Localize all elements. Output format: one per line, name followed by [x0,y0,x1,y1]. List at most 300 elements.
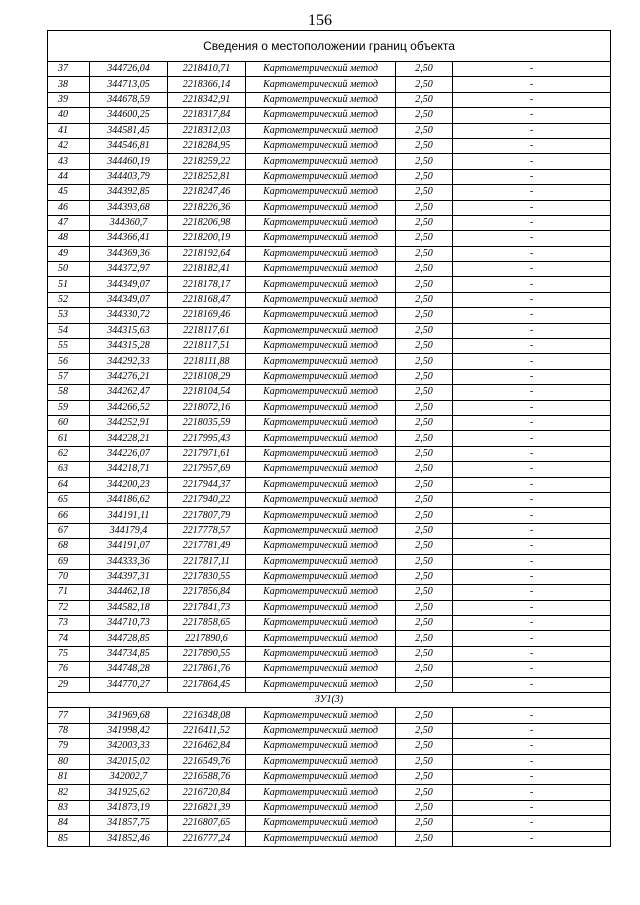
precision-cell: 2,50 [396,354,453,369]
description-cell: - [453,169,611,184]
y-coordinate: 2218117,51 [168,339,246,354]
table-row [48,308,611,323]
description-cell: - [453,739,611,754]
method-cell: Картометрический метод [246,169,396,184]
precision-cell: 2,50 [396,431,453,446]
x-coordinate: 341925,62 [90,785,168,800]
point-number: 49 [48,246,90,261]
description-cell: - [453,385,611,400]
y-coordinate: 2217890,6 [168,631,246,646]
description-cell: - [453,154,611,169]
point-number: 47 [48,215,90,230]
y-coordinate: 2218247,46 [168,185,246,200]
description-cell: - [453,354,611,369]
description-cell: - [453,554,611,569]
x-coordinate: 344710,73 [90,616,168,631]
point-number: 76 [48,662,90,677]
point-number: 67 [48,523,90,538]
method-cell: Картометрический метод [246,446,396,461]
y-coordinate: 2216821,39 [168,800,246,815]
x-coordinate: 344728,85 [90,631,168,646]
description-cell: - [453,585,611,600]
y-coordinate: 2218284,95 [168,138,246,153]
precision-cell: 2,50 [396,400,453,415]
table-row [48,169,611,184]
precision-cell: 2,50 [396,262,453,277]
section-label: ЗУ1(3) [48,693,611,708]
precision-cell: 2,50 [396,600,453,615]
section-row [48,693,611,708]
point-number: 39 [48,92,90,107]
x-coordinate: 344179,4 [90,523,168,538]
point-number: 64 [48,477,90,492]
description-cell: - [453,77,611,92]
x-coordinate: 342003,33 [90,739,168,754]
table-row [48,554,611,569]
method-cell: Картометрический метод [246,431,396,446]
description-cell: - [453,816,611,831]
description-cell: - [453,277,611,292]
table-row [48,600,611,615]
x-coordinate: 341852,46 [90,831,168,846]
y-coordinate: 2216549,76 [168,754,246,769]
y-coordinate: 2218317,84 [168,108,246,123]
point-number: 69 [48,554,90,569]
description-cell: - [453,123,611,138]
precision-cell: 2,50 [396,631,453,646]
table-title-row [48,31,611,62]
y-coordinate: 2217890,55 [168,646,246,661]
boundary-coordinates-table [47,30,611,847]
table-row [48,339,611,354]
method-cell: Картометрический метод [246,231,396,246]
method-cell: Картометрический метод [246,108,396,123]
point-number: 75 [48,646,90,661]
y-coordinate: 2217864,45 [168,677,246,692]
x-coordinate: 342015,02 [90,754,168,769]
method-cell: Картометрический метод [246,62,396,77]
description-cell: - [453,723,611,738]
x-coordinate: 344366,41 [90,231,168,246]
precision-cell: 2,50 [396,292,453,307]
description-cell: - [453,339,611,354]
y-coordinate: 2217861,76 [168,662,246,677]
method-cell: Картометрический метод [246,92,396,107]
description-cell: - [453,539,611,554]
x-coordinate: 344460,19 [90,154,168,169]
method-cell: Картометрический метод [246,677,396,692]
point-number: 81 [48,769,90,784]
method-cell: Картометрический метод [246,539,396,554]
table-row [48,800,611,815]
point-number: 38 [48,77,90,92]
y-coordinate: 2216588,76 [168,769,246,784]
table-row [48,92,611,107]
table-row [48,323,611,338]
point-number: 46 [48,200,90,215]
description-cell: - [453,600,611,615]
x-coordinate: 344372,97 [90,262,168,277]
y-coordinate: 2218182,41 [168,262,246,277]
point-number: 52 [48,292,90,307]
table-row [48,723,611,738]
precision-cell: 2,50 [396,369,453,384]
description-cell: - [453,492,611,507]
precision-cell: 2,50 [396,616,453,631]
y-coordinate: 2218168,47 [168,292,246,307]
method-cell: Картометрический метод [246,477,396,492]
x-coordinate: 344292,33 [90,354,168,369]
description-cell: - [453,769,611,784]
point-number: 63 [48,462,90,477]
precision-cell: 2,50 [396,769,453,784]
precision-cell: 2,50 [396,231,453,246]
table-row [48,108,611,123]
precision-cell: 2,50 [396,662,453,677]
description-cell: - [453,415,611,430]
x-coordinate: 344191,07 [90,539,168,554]
method-cell: Картометрический метод [246,739,396,754]
description-cell: - [453,215,611,230]
point-number: 44 [48,169,90,184]
table-row [48,831,611,846]
x-coordinate: 344186,62 [90,492,168,507]
table-row [48,677,611,692]
x-coordinate: 344678,59 [90,92,168,107]
method-cell: Картометрический метод [246,215,396,230]
x-coordinate: 344734,85 [90,646,168,661]
precision-cell: 2,50 [396,323,453,338]
precision-cell: 2,50 [396,492,453,507]
y-coordinate: 2216462,84 [168,739,246,754]
precision-cell: 2,50 [396,62,453,77]
method-cell: Картометрический метод [246,585,396,600]
precision-cell: 2,50 [396,646,453,661]
method-cell: Картометрический метод [246,400,396,415]
table-row [48,262,611,277]
table-row [48,354,611,369]
description-cell: - [453,185,611,200]
y-coordinate: 2216777,24 [168,831,246,846]
method-cell: Картометрический метод [246,800,396,815]
table-row [48,154,611,169]
point-number: 73 [48,616,90,631]
method-cell: Картометрический метод [246,415,396,430]
x-coordinate: 344462,18 [90,585,168,600]
table-row [48,816,611,831]
x-coordinate: 344252,91 [90,415,168,430]
method-cell: Картометрический метод [246,308,396,323]
description-cell: - [453,446,611,461]
x-coordinate: 344392,85 [90,185,168,200]
table-row [48,569,611,584]
method-cell: Картометрический метод [246,292,396,307]
table-row [48,292,611,307]
table-row [48,138,611,153]
precision-cell: 2,50 [396,123,453,138]
method-cell: Картометрический метод [246,708,396,723]
table-row [48,492,611,507]
precision-cell: 2,50 [396,739,453,754]
table-row [48,523,611,538]
y-coordinate: 2218410,71 [168,62,246,77]
x-coordinate: 341873,19 [90,800,168,815]
point-number: 71 [48,585,90,600]
method-cell: Картометрический метод [246,339,396,354]
point-number: 77 [48,708,90,723]
precision-cell: 2,50 [396,108,453,123]
x-coordinate: 344403,79 [90,169,168,184]
point-number: 80 [48,754,90,769]
table-row [48,708,611,723]
y-coordinate: 2216348,08 [168,708,246,723]
x-coordinate: 344315,63 [90,323,168,338]
x-coordinate: 344349,07 [90,292,168,307]
method-cell: Картометрический метод [246,831,396,846]
point-number: 85 [48,831,90,846]
precision-cell: 2,50 [396,754,453,769]
method-cell: Картометрический метод [246,154,396,169]
precision-cell: 2,50 [396,585,453,600]
y-coordinate: 2217995,43 [168,431,246,446]
table-row [48,662,611,677]
y-coordinate: 2218342,91 [168,92,246,107]
table-row [48,462,611,477]
y-coordinate: 2218117,61 [168,323,246,338]
method-cell: Картометрический метод [246,277,396,292]
point-number: 57 [48,369,90,384]
precision-cell: 2,50 [396,462,453,477]
x-coordinate: 344262,47 [90,385,168,400]
point-number: 53 [48,308,90,323]
table-row [48,785,611,800]
precision-cell: 2,50 [396,816,453,831]
description-cell: - [453,631,611,646]
method-cell: Картометрический метод [246,785,396,800]
y-coordinate: 2217841,73 [168,600,246,615]
x-coordinate: 344315,28 [90,339,168,354]
y-coordinate: 2218206,98 [168,215,246,230]
description-cell: - [453,92,611,107]
table-row [48,246,611,261]
x-coordinate: 344546,81 [90,138,168,153]
point-number: 83 [48,800,90,815]
method-cell: Картометрический метод [246,723,396,738]
x-coordinate: 344228,21 [90,431,168,446]
precision-cell: 2,50 [396,339,453,354]
table-row [48,769,611,784]
method-cell: Картометрический метод [246,369,396,384]
point-number: 60 [48,415,90,430]
x-coordinate: 344713,05 [90,77,168,92]
table-row [48,631,611,646]
point-number: 74 [48,631,90,646]
table-row [48,185,611,200]
x-coordinate: 341969,68 [90,708,168,723]
x-coordinate: 341857,75 [90,816,168,831]
description-cell: - [453,831,611,846]
method-cell: Картометрический метод [246,769,396,784]
precision-cell: 2,50 [396,831,453,846]
precision-cell: 2,50 [396,477,453,492]
description-cell: - [453,108,611,123]
y-coordinate: 2218312,03 [168,123,246,138]
x-coordinate: 344600,25 [90,108,168,123]
precision-cell: 2,50 [396,569,453,584]
y-coordinate: 2218192,64 [168,246,246,261]
point-number: 56 [48,354,90,369]
y-coordinate: 2217778,57 [168,523,246,538]
description-cell: - [453,308,611,323]
y-coordinate: 2217858,65 [168,616,246,631]
description-cell: - [453,462,611,477]
table-row [48,77,611,92]
method-cell: Картометрический метод [246,385,396,400]
precision-cell: 2,50 [396,708,453,723]
table-row [48,277,611,292]
description-cell: - [453,400,611,415]
precision-cell: 2,50 [396,539,453,554]
point-number: 78 [48,723,90,738]
precision-cell: 2,50 [396,677,453,692]
precision-cell: 2,50 [396,138,453,153]
y-coordinate: 2217817,11 [168,554,246,569]
table-row [48,508,611,523]
point-number: 54 [48,323,90,338]
x-coordinate: 344226,07 [90,446,168,461]
description-cell: - [453,646,611,661]
precision-cell: 2,50 [396,92,453,107]
method-cell: Картометрический метод [246,523,396,538]
y-coordinate: 2218366,14 [168,77,246,92]
method-cell: Картометрический метод [246,323,396,338]
point-number: 40 [48,108,90,123]
description-cell: - [453,662,611,677]
y-coordinate: 2218178,17 [168,277,246,292]
table-row [48,385,611,400]
y-coordinate: 2216720,84 [168,785,246,800]
point-number: 65 [48,492,90,507]
point-number: 58 [48,385,90,400]
description-cell: - [453,246,611,261]
precision-cell: 2,50 [396,800,453,815]
x-coordinate: 344582,18 [90,600,168,615]
precision-cell: 2,50 [396,785,453,800]
y-coordinate: 2217971,61 [168,446,246,461]
y-coordinate: 2218259,22 [168,154,246,169]
precision-cell: 2,50 [396,185,453,200]
description-cell: - [453,200,611,215]
method-cell: Картометрический метод [246,569,396,584]
point-number: 66 [48,508,90,523]
description-cell: - [453,62,611,77]
method-cell: Картометрический метод [246,185,396,200]
point-number: 41 [48,123,90,138]
point-number: 50 [48,262,90,277]
precision-cell: 2,50 [396,554,453,569]
precision-cell: 2,50 [396,723,453,738]
point-number: 70 [48,569,90,584]
description-cell: - [453,616,611,631]
description-cell: - [453,523,611,538]
table-title: Сведения о местоположении границ объекта [48,31,611,62]
x-coordinate: 344393,68 [90,200,168,215]
y-coordinate: 2218252,81 [168,169,246,184]
method-cell: Картометрический метод [246,662,396,677]
method-cell: Картометрический метод [246,816,396,831]
point-number: 48 [48,231,90,246]
y-coordinate: 2218111,88 [168,354,246,369]
method-cell: Картометрический метод [246,123,396,138]
point-number: 79 [48,739,90,754]
y-coordinate: 2217856,84 [168,585,246,600]
x-coordinate: 344266,52 [90,400,168,415]
table-row [48,231,611,246]
point-number: 43 [48,154,90,169]
description-cell: - [453,477,611,492]
y-coordinate: 2217830,55 [168,569,246,584]
precision-cell: 2,50 [396,154,453,169]
x-coordinate: 344581,45 [90,123,168,138]
point-number: 84 [48,816,90,831]
y-coordinate: 2217807,79 [168,508,246,523]
y-coordinate: 2218104,54 [168,385,246,400]
table-row [48,200,611,215]
method-cell: Картометрический метод [246,246,396,261]
description-cell: - [453,754,611,769]
method-cell: Картометрический метод [246,646,396,661]
method-cell: Картометрический метод [246,554,396,569]
method-cell: Картометрический метод [246,354,396,369]
table-row [48,477,611,492]
precision-cell: 2,50 [396,308,453,323]
x-coordinate: 344333,36 [90,554,168,569]
method-cell: Картометрический метод [246,600,396,615]
y-coordinate: 2217957,69 [168,462,246,477]
y-coordinate: 2217944,37 [168,477,246,492]
x-coordinate: 344360,7 [90,215,168,230]
x-coordinate: 344397,31 [90,569,168,584]
table-row [48,400,611,415]
x-coordinate: 344218,71 [90,462,168,477]
y-coordinate: 2217781,49 [168,539,246,554]
method-cell: Картометрический метод [246,77,396,92]
precision-cell: 2,50 [396,446,453,461]
precision-cell: 2,50 [396,169,453,184]
precision-cell: 2,50 [396,415,453,430]
description-cell: - [453,369,611,384]
table-row [48,739,611,754]
y-coordinate: 2218035,59 [168,415,246,430]
precision-cell: 2,50 [396,508,453,523]
point-number: 82 [48,785,90,800]
y-coordinate: 2218200,19 [168,231,246,246]
description-cell: - [453,231,611,246]
description-cell: - [453,569,611,584]
point-number: 59 [48,400,90,415]
table-row [48,585,611,600]
precision-cell: 2,50 [396,77,453,92]
precision-cell: 2,50 [396,385,453,400]
point-number: 61 [48,431,90,446]
y-coordinate: 2218226,36 [168,200,246,215]
table-row [48,431,611,446]
precision-cell: 2,50 [396,200,453,215]
x-coordinate: 344200,23 [90,477,168,492]
precision-cell: 2,50 [396,277,453,292]
y-coordinate: 2217940,22 [168,492,246,507]
method-cell: Картометрический метод [246,631,396,646]
